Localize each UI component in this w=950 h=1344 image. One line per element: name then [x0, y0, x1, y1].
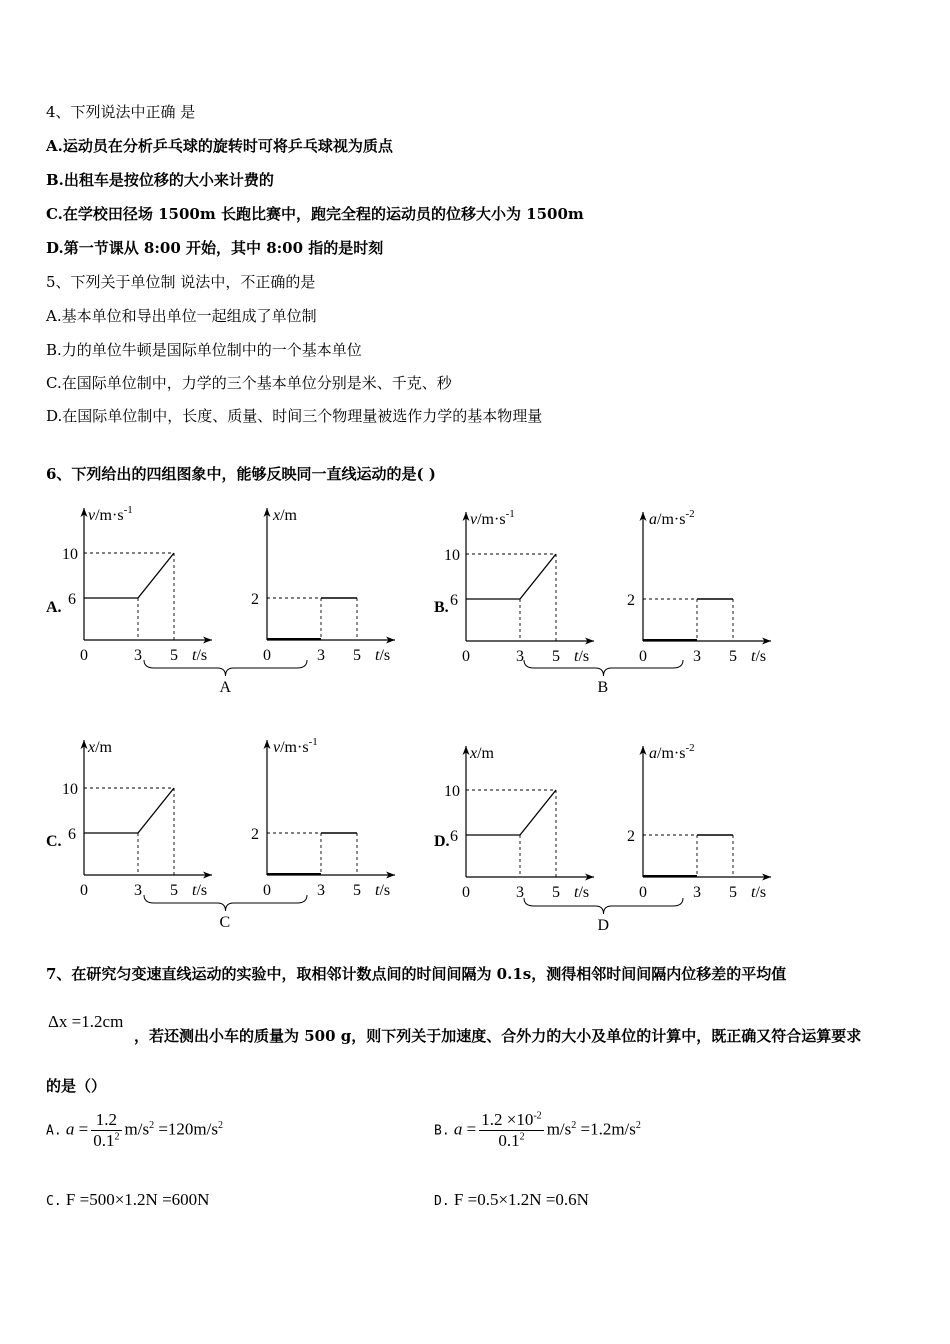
q6-option-label: C. — [46, 833, 62, 850]
left-tick-5: 5 — [552, 884, 560, 901]
right-tick-0: 0 — [639, 884, 647, 901]
group-brace-label: C — [219, 914, 231, 931]
right-y-axis-label: $a/m\cdot s^{-2}$ — [649, 742, 695, 762]
left-tick-5: 5 — [552, 648, 560, 665]
right-tick-5: 5 — [729, 884, 737, 901]
left-tick-10: 10 — [62, 546, 78, 563]
left-y-axis-label: $v/m\cdot s^{-1}$ — [88, 504, 133, 524]
left-series-line — [84, 553, 174, 598]
right-t-axis-label: t/s — [751, 884, 767, 901]
left-tick-3: 3 — [134, 647, 142, 664]
left-tick-6: 6 — [450, 592, 458, 609]
left-tick-0: 0 — [80, 882, 88, 899]
left-tick-0: 0 — [462, 884, 470, 901]
right-tick-2: 2 — [251, 826, 259, 843]
group-brace-label: B — [597, 679, 609, 696]
right-y-axis-label: x/m — [273, 507, 297, 524]
q7-option-d — [434, 1190, 589, 1210]
left-tick-6: 6 — [450, 828, 458, 845]
q4-option-c: C.在学校田径场 1500m 长跑比赛中，跑完全程的运动员的位移大小为 1500m — [46, 205, 584, 223]
q6-option-label: D. — [434, 833, 450, 850]
q7-stem: 7、在研究匀变速直线运动的实验中，取相邻计数点间的时间间隔为 0.1s，测得相邻时间间隔内位移差的平均值 — [46, 965, 787, 983]
q7-delta: Δx =1.2cm — [48, 1012, 124, 1031]
right-y-axis-label: $a/m\cdot s^{-2}$ — [649, 508, 695, 528]
left-tick-0: 0 — [462, 648, 470, 665]
q5-option-d: D.在国际单位制中，长度、质量、时间三个物理量被选作力学的基本物理量 — [46, 407, 543, 425]
right-tick-2: 2 — [627, 828, 635, 845]
q4-stem: 4、下列说法中正确 是 — [46, 103, 196, 121]
q5-stem: 5、下列关于单位制 说法中，不正确的是 — [46, 273, 316, 291]
group-brace-label: D — [597, 917, 610, 934]
left-tick-3: 3 — [516, 648, 524, 665]
q7-option-c — [46, 1190, 209, 1210]
right-tick-0: 0 — [639, 648, 647, 665]
left-tick-10: 10 — [62, 781, 78, 798]
q7-option-a-unit: m/s — [124, 1119, 150, 1139]
left-y-axis-label: x/m — [88, 739, 112, 756]
left-y-axis-label: $v/m\cdot s^{-1}$ — [470, 508, 515, 528]
q7-option-b-unit: m/s — [546, 1119, 572, 1139]
q6-option-label: A. — [46, 599, 62, 616]
q7-option-b: B. a = $\frac{1.2 \times 10^{-2}}{0.1^2}$ $m/s^2 =1.2m/s^2$ — [434, 1110, 641, 1150]
right-t-axis-label: t/s — [375, 647, 391, 664]
right-tick-5: 5 — [729, 648, 737, 665]
group-brace — [524, 898, 683, 914]
q7-stem3: 的是（） — [46, 1077, 107, 1095]
left-t-axis-label: t/s — [192, 647, 208, 664]
left-tick-5: 5 — [170, 882, 178, 899]
right-t-axis-label: t/s — [751, 648, 767, 665]
group-brace — [524, 660, 683, 676]
q7-option-c-expr: F =500×1.2N =600N — [65, 1190, 210, 1209]
q7-option-a: A. a = $\frac{1.2}{0.1^2}$ $m/s^2 =120m/s^2$ — [46, 1110, 223, 1150]
left-series-line — [466, 790, 556, 835]
q7-option-a-label: A. — [46, 1123, 62, 1139]
group-brace — [144, 895, 307, 911]
left-tick-3: 3 — [134, 882, 142, 899]
q4-option-d: D.第一节课从 8:00 开始，其中 8:00 指的是时刻 — [46, 239, 384, 257]
right-tick-2: 2 — [251, 591, 259, 608]
q6-option-label: B. — [434, 599, 449, 616]
q7-stem2: ，若还测出小车的质量为 500 g，则下列关于加速度、合外力的大小及单位的计算中，既正确又符合运算要求 — [134, 1027, 862, 1045]
q5-option-b: B.力的单位牛顿是国际单位制中的一个基本单位 — [46, 341, 362, 359]
left-tick-10: 10 — [444, 783, 460, 800]
left-t-axis-label: t/s — [574, 648, 590, 665]
left-tick-0: 0 — [80, 647, 88, 664]
q4-option-b: B.出租车是按位移的大小来计费的 — [46, 171, 274, 189]
q6-stem: 6、下列给出的四组图象中，能够反映同一直线运动的是( ) — [46, 465, 436, 483]
right-tick-3: 3 — [693, 648, 701, 665]
q4-option-a: A.运动员在分析乒乓球的旋转时可将乒乓球视为质点 — [46, 137, 393, 155]
right-y-axis-label: $v/m\cdot s^{-1}$ — [273, 736, 318, 756]
left-t-axis-label: t/s — [574, 884, 590, 901]
q7-option-b-label: B. — [434, 1123, 450, 1139]
group-brace — [144, 660, 307, 676]
q7-option-d-label: D. — [434, 1194, 450, 1209]
left-series-line — [466, 554, 556, 599]
q7-option-a-fraction: $\frac{1.2}{0.1^2}$ — [93, 1110, 120, 1150]
q7-option-b-result: =1.2m/s — [580, 1119, 636, 1139]
left-tick-10: 10 — [444, 547, 460, 564]
q7-option-a-result: =120m/s — [158, 1119, 218, 1139]
group-brace-label: A — [219, 679, 232, 696]
right-tick-2: 2 — [627, 592, 635, 609]
right-tick-5: 5 — [353, 882, 361, 899]
right-tick-3: 3 — [317, 882, 325, 899]
right-tick-3: 3 — [693, 884, 701, 901]
q5-option-a: A.基本单位和导出单位一起组成了单位制 — [46, 307, 317, 325]
right-tick-5: 5 — [353, 647, 361, 664]
left-y-axis-label: x/m — [470, 745, 494, 762]
left-series-line — [84, 788, 174, 833]
left-t-axis-label: t/s — [192, 882, 208, 899]
right-t-axis-label: t/s — [375, 882, 391, 899]
right-tick-0: 0 — [263, 647, 271, 664]
right-tick-0: 0 — [263, 882, 271, 899]
left-tick-6: 6 — [68, 826, 76, 843]
left-tick-6: 6 — [68, 591, 76, 608]
q7-option-c-label: C. — [46, 1194, 62, 1209]
left-tick-3: 3 — [516, 884, 524, 901]
q7-option-b-fraction: $\frac{1.2 \times 10^{-2}}{0.1^2}$ — [481, 1110, 542, 1150]
right-tick-3: 3 — [317, 647, 325, 664]
q5-option-c: C.在国际单位制中，力学的三个基本单位分别是米、千克、秒 — [46, 374, 452, 392]
left-tick-5: 5 — [170, 647, 178, 664]
q7-option-d-expr: F =0.5×1.2N =0.6N — [453, 1190, 589, 1209]
